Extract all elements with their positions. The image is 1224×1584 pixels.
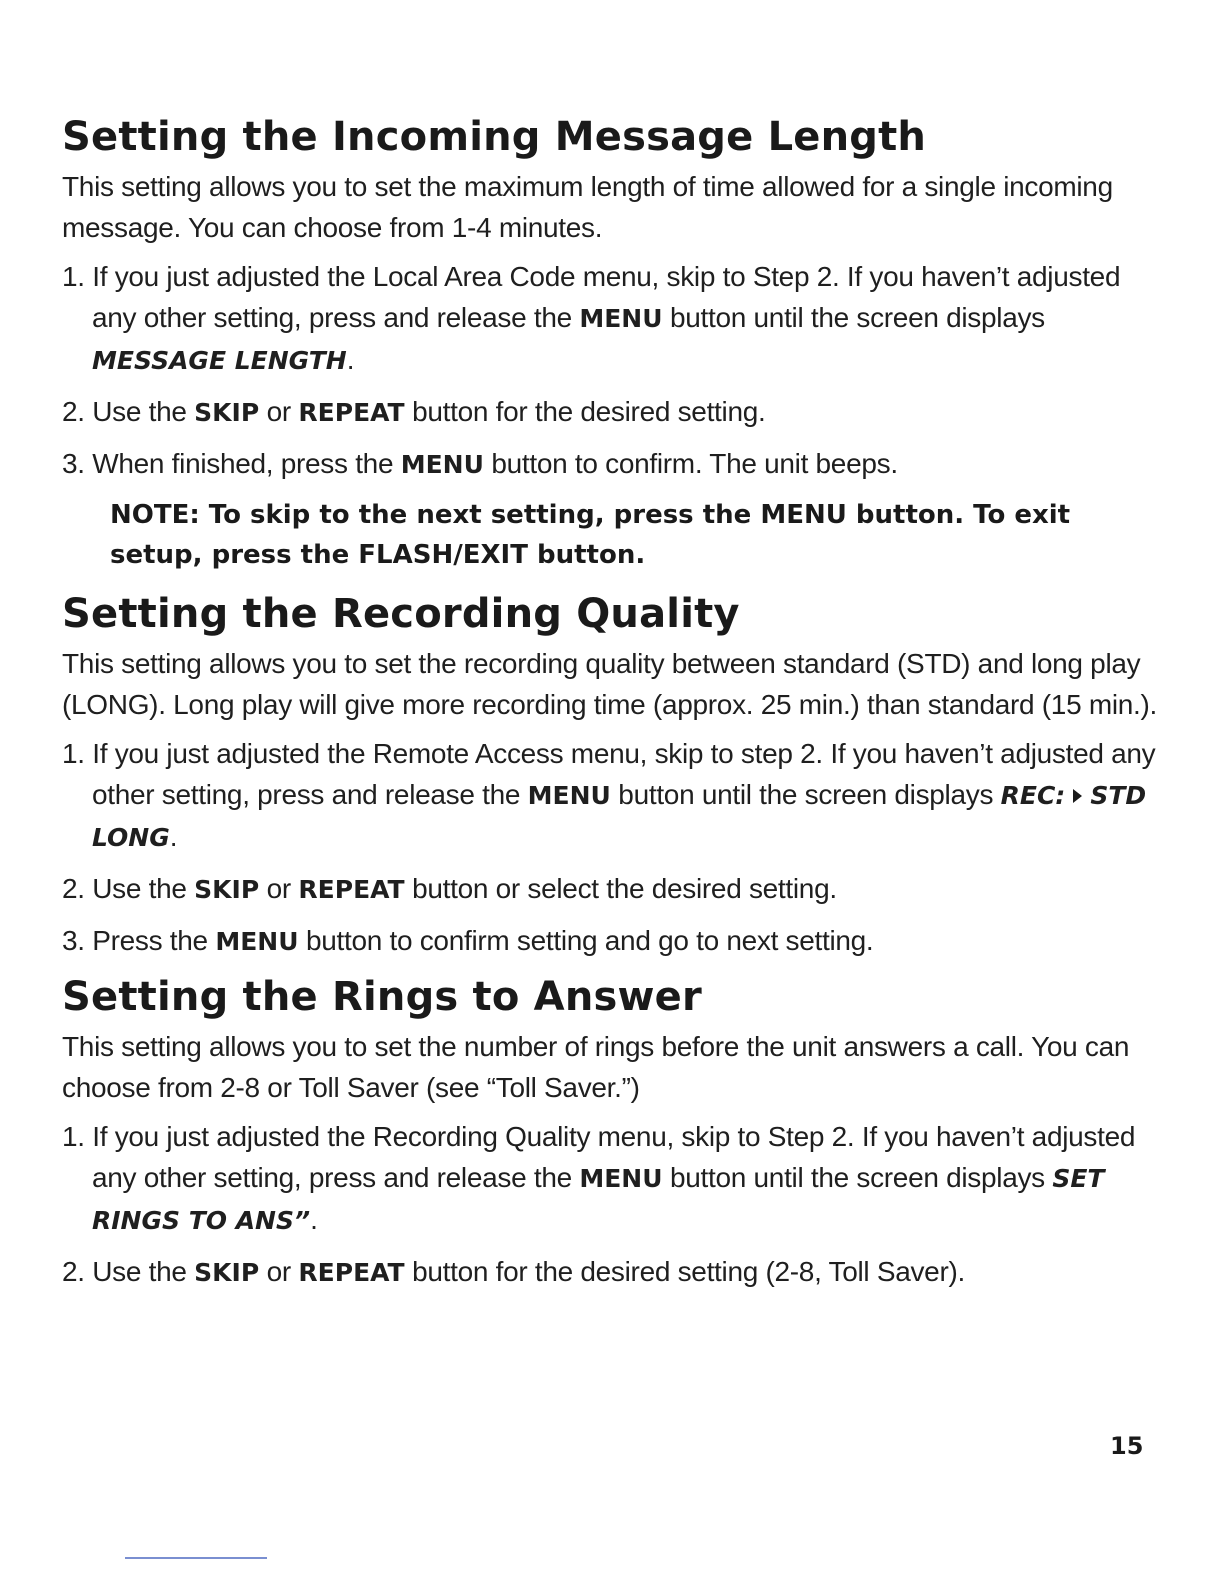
step-text: If you just adjusted the Recording Quality menu, skip to Step 2. If you haven’t adjusted any other setting, press and release the [92, 1121, 1136, 1193]
step-text: button for the desired setting. [404, 396, 766, 427]
step-number: 2. [62, 873, 85, 904]
keyword-skip: SKIP [194, 875, 260, 904]
step-item [62, 443, 1162, 485]
step-number: 1. [62, 738, 85, 769]
step-item [62, 868, 1162, 910]
page-number: 15 [1110, 1432, 1144, 1460]
step-number: 2. [62, 1256, 85, 1287]
step-text: or [259, 873, 299, 904]
keyword-repeat: REPEAT [298, 1258, 405, 1287]
step-text: If you just adjusted the Local Area Code menu, skip to Step 2. If you haven’t adjusted any other setting, press and release the [92, 261, 1121, 333]
keyword-menu: MENU [579, 1164, 663, 1193]
step-text: button until the screen displays [662, 1162, 1053, 1193]
step-text: button until the screen displays [662, 302, 1045, 333]
display-text: STD LONG [92, 781, 1147, 852]
steps-list [62, 1116, 1162, 1293]
step-item [62, 733, 1162, 858]
section-intro: This setting allows you to set the maximum length of time allowed for a single incoming message. You can choose from 1-4 minutes. [62, 171, 1113, 243]
note-text: NOTE: To skip to the next setting, press the MENU button. To exit setup, press the FLASH/EXIT button. [110, 500, 1071, 570]
keyword-menu: MENU [579, 304, 663, 333]
step-text: Use the [92, 873, 195, 904]
display-text: SET RINGS TO ANS” [92, 1164, 1105, 1235]
step-text: or [259, 396, 299, 427]
step-number: 1. [62, 261, 85, 292]
step-text: . [346, 344, 355, 375]
steps-list [62, 256, 1162, 485]
step-item [62, 1251, 1162, 1293]
section-title: Setting the Incoming Message Length [62, 114, 927, 160]
step-text: button to confirm. The unit beeps. [483, 448, 898, 479]
step-number: 2. [62, 396, 85, 427]
step-item [62, 1116, 1162, 1241]
step-text: button until the screen displays [610, 779, 1001, 810]
footer-rule [125, 1557, 267, 1559]
step-text: button to confirm setting and go to next setting. [298, 925, 874, 956]
keyword-menu: MENU [215, 927, 299, 956]
steps-list [62, 733, 1162, 962]
display-text: REC: [1000, 781, 1066, 810]
step-text: . [169, 821, 178, 852]
keyword-skip: SKIP [194, 1258, 260, 1287]
section-title: Setting the Recording Quality [62, 591, 740, 637]
keyword-menu: MENU [400, 450, 484, 479]
section-intro: This setting allows you to set the recording quality between standard (STD) and long play (LONG). Long play will give more recording time (approx. 25 min.) than standard (15 min.). [62, 648, 1158, 720]
section-intro: This setting allows you to set the number of rings before the unit answers a call. You can choose from 2-8 or Toll Saver (see “Toll Saver.”) [62, 1031, 1130, 1103]
step-text: Use the [92, 1256, 195, 1287]
step-item [62, 256, 1162, 381]
step-number: 3. [62, 448, 85, 479]
step-text: When finished, press the [92, 448, 401, 479]
manual-page [62, 108, 1162, 1303]
step-text: Use the [92, 396, 195, 427]
step-text: or [259, 1256, 299, 1287]
section-recording-quality [62, 585, 1162, 962]
step-item [62, 391, 1162, 433]
step-item [62, 920, 1162, 962]
step-text: button for the desired setting (2-8, Toll Saver). [404, 1256, 965, 1287]
step-text: Press the [92, 925, 216, 956]
step-text: . [310, 1204, 318, 1235]
section-rings-to-answer [62, 968, 1162, 1293]
step-number: 3. [62, 925, 85, 956]
play-arrow-icon [1073, 789, 1082, 803]
step-number: 1. [62, 1121, 85, 1152]
display-text: MESSAGE LENGTH [92, 346, 347, 375]
step-text: button or select the desired setting. [404, 873, 837, 904]
section-message-length [62, 108, 1162, 575]
keyword-menu: MENU [527, 781, 611, 810]
section-title: Setting the Rings to Answer [62, 974, 702, 1020]
keyword-skip: SKIP [194, 398, 260, 427]
keyword-repeat: REPEAT [298, 875, 405, 904]
keyword-repeat: REPEAT [298, 398, 405, 427]
step-text: If you just adjusted the Remote Access menu, skip to step 2. If you haven’t adjusted any other setting, press and release the [92, 738, 1156, 810]
